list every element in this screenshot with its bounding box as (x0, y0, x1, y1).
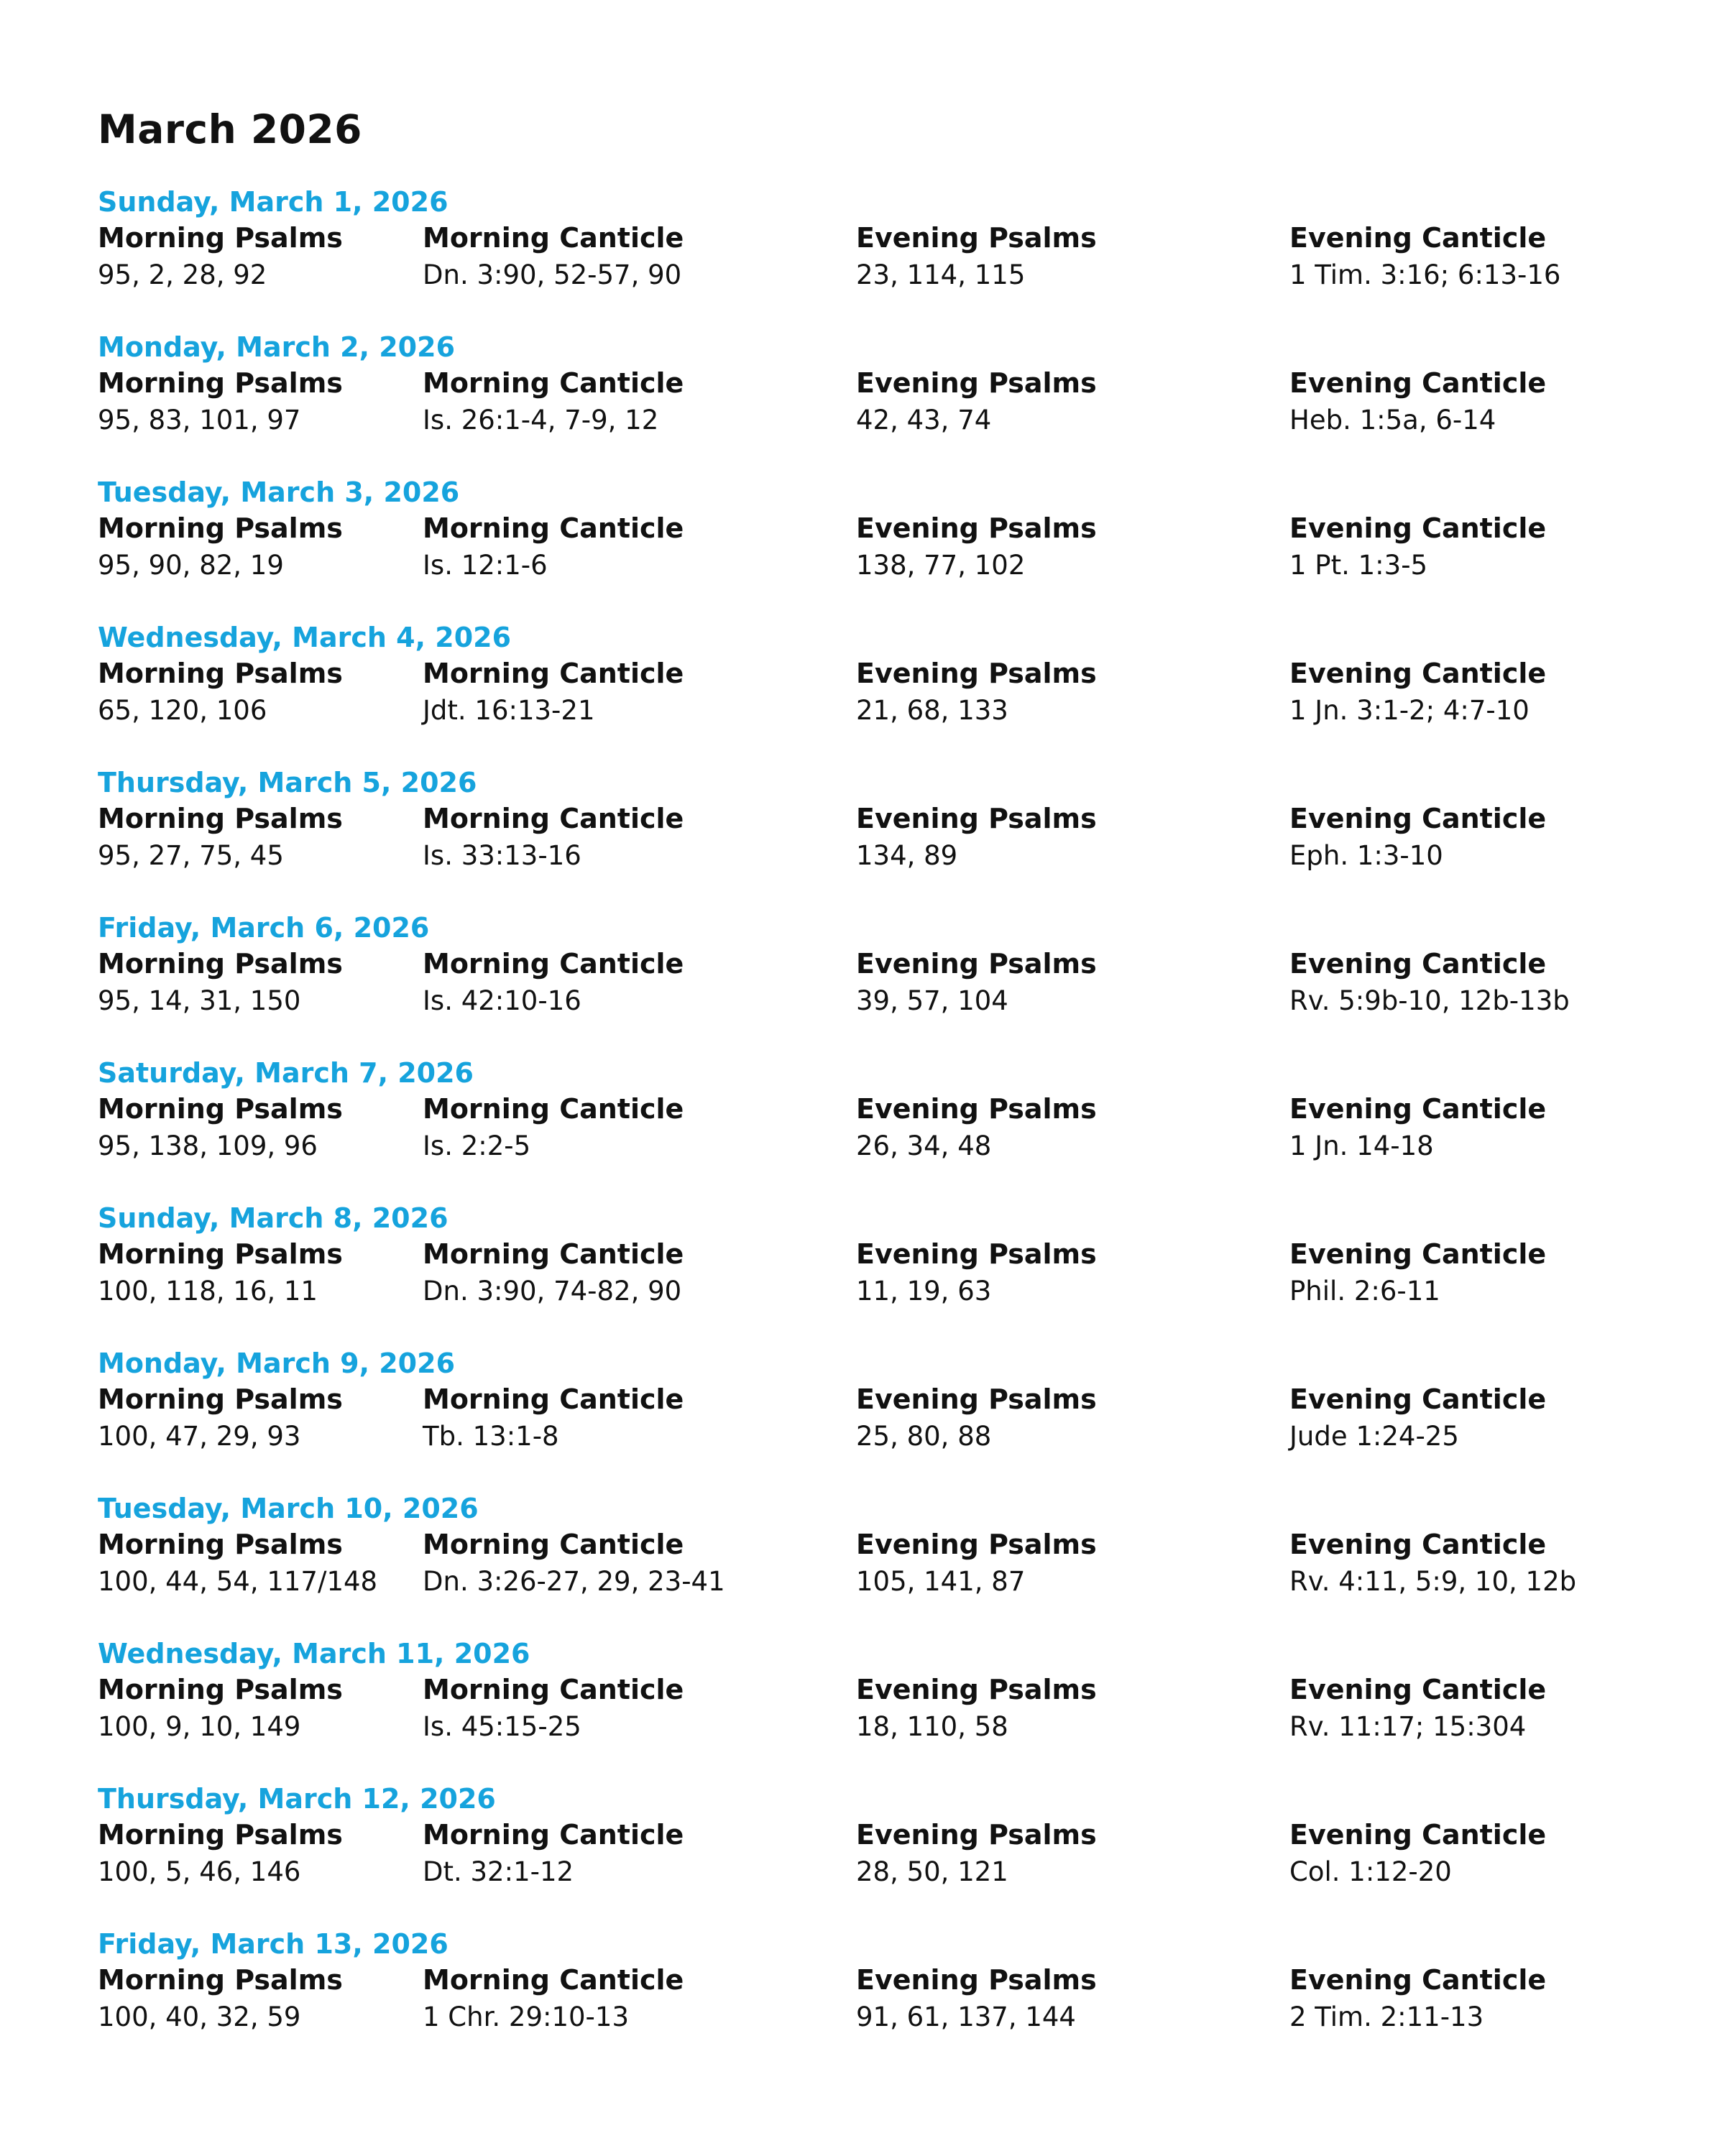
evening-canticle-column (1289, 1676, 1546, 1740)
day-entry (98, 333, 1679, 477)
morning-psalms-label: Morning Psalms (98, 367, 343, 399)
evening-psalms-column (856, 367, 1097, 436)
morning-psalms-column (98, 1676, 343, 1740)
day-date: Friday, March 6, 2026 (98, 912, 430, 944)
morning-psalms-label: Morning Psalms (98, 1964, 343, 1996)
morning-psalms-value: 95, 2, 28, 92 (98, 259, 267, 290)
evening-canticle-value: Jude 1:24-25 (1289, 1421, 1459, 1452)
evening-psalms-column (856, 950, 1097, 1014)
morning-canticle-value: Is. 12:1-6 (423, 550, 548, 581)
evening-psalms-label: Evening Psalms (856, 222, 1097, 254)
morning-psalms-label: Morning Psalms (98, 1383, 343, 1415)
morning-psalms-label: Morning Psalms (98, 512, 343, 544)
morning-psalms-value: 95, 83, 101, 97 (98, 405, 301, 436)
evening-canticle-value: Rv. 5:9b-10, 12b-13b (1289, 985, 1570, 1016)
evening-psalms-column (856, 224, 1097, 288)
evening-psalms-label: Evening Psalms (856, 1238, 1097, 1270)
evening-psalms-value: 138, 77, 102 (856, 550, 1026, 581)
evening-psalms-label: Evening Psalms (856, 512, 1097, 544)
day-date: Thursday, March 5, 2026 (98, 767, 477, 798)
day-entry (98, 1350, 1679, 1493)
evening-canticle-label: Evening Canticle (1289, 1529, 1547, 1560)
evening-canticle-column (1289, 224, 1560, 288)
day-date: Monday, March 2, 2026 (98, 331, 456, 363)
evening-psalms-value: 18, 110, 58 (856, 1711, 1008, 1742)
evening-psalms-value: 134, 89 (856, 840, 958, 871)
evening-canticle-column (1289, 1966, 1546, 2030)
morning-psalms-value: 95, 14, 31, 150 (98, 985, 301, 1016)
evening-canticle-label: Evening Canticle (1289, 803, 1547, 834)
evening-canticle-column (1289, 367, 1547, 436)
day-entry (98, 1204, 1679, 1348)
evening-canticle-label: Evening Canticle (1289, 1383, 1547, 1415)
evening-psalms-label: Evening Psalms (856, 658, 1097, 689)
morning-psalms-column (98, 660, 343, 724)
morning-psalms-label: Morning Psalms (98, 1529, 343, 1560)
evening-canticle-label: Evening Canticle (1289, 1964, 1547, 1996)
morning-psalms-label: Morning Psalms (98, 1093, 343, 1125)
day-entry (98, 769, 1679, 913)
morning-psalms-column (98, 1966, 343, 2030)
evening-psalms-value: 26, 34, 48 (856, 1130, 992, 1161)
evening-canticle-value: 1 Jn. 3:1-2; 4:7-10 (1289, 695, 1530, 726)
morning-psalms-value: 100, 5, 46, 146 (98, 1856, 301, 1887)
morning-canticle-value: 1 Chr. 29:10-13 (423, 2001, 629, 2032)
morning-canticle-column (423, 367, 684, 436)
evening-psalms-label: Evening Psalms (856, 1819, 1097, 1851)
evening-psalms-value: 21, 68, 133 (856, 695, 1008, 726)
morning-canticle-column (423, 805, 684, 869)
morning-psalms-label: Morning Psalms (98, 1674, 343, 1705)
evening-psalms-label: Evening Psalms (856, 1964, 1097, 1996)
morning-canticle-label: Morning Canticle (423, 1529, 684, 1560)
morning-psalms-value: 100, 118, 16, 11 (98, 1276, 318, 1307)
evening-canticle-value: 1 Tim. 3:16; 6:13-16 (1289, 259, 1561, 290)
morning-canticle-column (423, 1531, 725, 1595)
evening-canticle-column (1289, 660, 1546, 724)
evening-canticle-label: Evening Canticle (1289, 1238, 1547, 1270)
morning-canticle-column (423, 1238, 684, 1307)
evening-canticle-column (1289, 1238, 1547, 1307)
morning-canticle-label: Morning Canticle (423, 803, 684, 834)
morning-canticle-label: Morning Canticle (423, 367, 684, 399)
evening-canticle-value: Heb. 1:5a, 6-14 (1289, 405, 1496, 436)
evening-psalms-value: 105, 141, 87 (856, 1566, 1026, 1597)
morning-canticle-label: Morning Canticle (423, 1674, 684, 1705)
evening-psalms-column (856, 512, 1097, 581)
evening-canticle-label: Evening Canticle (1289, 658, 1547, 689)
morning-psalms-value: 100, 47, 29, 93 (98, 1421, 301, 1452)
evening-psalms-column (856, 660, 1097, 724)
evening-psalms-label: Evening Psalms (856, 1383, 1097, 1415)
morning-psalms-value: 100, 44, 54, 117/148 (98, 1566, 378, 1597)
evening-psalms-value: 11, 19, 63 (856, 1276, 992, 1307)
morning-psalms-column (98, 1531, 377, 1595)
morning-canticle-value: Is. 42:10-16 (423, 985, 581, 1016)
evening-psalms-label: Evening Psalms (856, 1093, 1097, 1125)
evening-canticle-label: Evening Canticle (1289, 948, 1547, 980)
morning-psalms-value: 100, 9, 10, 149 (98, 1711, 301, 1742)
morning-canticle-column (423, 1095, 684, 1159)
day-entry (98, 476, 1679, 622)
morning-canticle-label: Morning Canticle (423, 1819, 684, 1851)
evening-psalms-value: 28, 50, 121 (856, 1856, 1008, 1887)
morning-psalms-label: Morning Psalms (98, 803, 343, 834)
evening-canticle-value: Phil. 2:6-11 (1289, 1276, 1440, 1307)
day-entry (98, 1495, 1679, 1639)
morning-canticle-value: Dn. 3:26-27, 29, 23-41 (423, 1566, 725, 1597)
morning-canticle-label: Morning Canticle (423, 658, 684, 689)
morning-canticle-column (423, 1821, 684, 1885)
day-entry (98, 624, 1679, 768)
day-entry (98, 1930, 1679, 2074)
morning-canticle-value: Dn. 3:90, 52-57, 90 (423, 259, 682, 290)
morning-canticle-column (423, 224, 684, 288)
morning-canticle-label: Morning Canticle (423, 1238, 684, 1270)
evening-psalms-column (856, 1095, 1097, 1159)
morning-psalms-column (98, 1383, 343, 1452)
day-date: Monday, March 9, 2026 (98, 1348, 456, 1379)
morning-canticle-label: Morning Canticle (423, 1964, 684, 1996)
morning-psalms-value: 65, 120, 106 (98, 695, 267, 726)
morning-psalms-label: Morning Psalms (98, 1238, 343, 1270)
morning-psalms-label: Morning Psalms (98, 658, 343, 689)
morning-canticle-label: Morning Canticle (423, 512, 684, 544)
morning-canticle-value: Dt. 32:1-12 (423, 1856, 574, 1887)
evening-canticle-label: Evening Canticle (1289, 222, 1547, 254)
evening-psalms-value: 25, 80, 88 (856, 1421, 992, 1452)
evening-canticle-column (1289, 1383, 1547, 1452)
evening-canticle-column (1289, 1531, 1576, 1595)
evening-psalms-column (856, 805, 1097, 869)
morning-psalms-label: Morning Psalms (98, 222, 343, 254)
morning-psalms-column (98, 1238, 343, 1307)
morning-psalms-column (98, 1821, 343, 1885)
evening-canticle-value: Rv. 4:11, 5:9, 10, 12b (1289, 1566, 1577, 1597)
evening-psalms-value: 23, 114, 115 (856, 259, 1026, 290)
evening-psalms-column (856, 1821, 1097, 1885)
morning-psalms-column (98, 1095, 343, 1159)
evening-canticle-label: Evening Canticle (1289, 1674, 1547, 1705)
morning-psalms-value: 95, 138, 109, 96 (98, 1130, 318, 1161)
morning-canticle-value: Dn. 3:90, 74-82, 90 (423, 1276, 682, 1307)
evening-psalms-column (856, 1238, 1097, 1307)
evening-canticle-column (1289, 512, 1547, 581)
morning-canticle-column (423, 1383, 684, 1452)
evening-psalms-label: Evening Psalms (856, 803, 1097, 834)
evening-canticle-column (1289, 950, 1570, 1014)
day-date: Tuesday, March 3, 2026 (98, 476, 460, 508)
morning-canticle-value: Tb. 13:1-8 (423, 1421, 559, 1452)
morning-canticle-value: Jdt. 16:13-21 (423, 695, 595, 726)
morning-canticle-value: Is. 33:13-16 (423, 840, 581, 871)
morning-psalms-value: 95, 90, 82, 19 (98, 550, 284, 581)
evening-psalms-value: 91, 61, 137, 144 (856, 2001, 1076, 2032)
evening-canticle-label: Evening Canticle (1289, 1819, 1547, 1851)
morning-canticle-label: Morning Canticle (423, 948, 684, 980)
morning-canticle-column (423, 660, 684, 724)
morning-psalms-column (98, 512, 343, 581)
evening-canticle-label: Evening Canticle (1289, 367, 1547, 399)
evening-canticle-value: 1 Jn. 14-18 (1289, 1130, 1434, 1161)
evening-psalms-label: Evening Psalms (856, 948, 1097, 980)
day-date: Thursday, March 12, 2026 (98, 1783, 496, 1815)
morning-psalms-column (98, 805, 343, 869)
evening-psalms-column (856, 1531, 1097, 1595)
evening-psalms-label: Evening Psalms (856, 367, 1097, 399)
day-date: Wednesday, March 11, 2026 (98, 1638, 530, 1669)
evening-canticle-column (1289, 1095, 1546, 1159)
morning-canticle-label: Morning Canticle (423, 1093, 684, 1125)
morning-canticle-column (423, 950, 684, 1014)
evening-psalms-column (856, 1966, 1097, 2030)
evening-psalms-label: Evening Psalms (856, 1674, 1097, 1705)
evening-canticle-column (1289, 1821, 1546, 1885)
day-date: Sunday, March 1, 2026 (98, 186, 448, 218)
evening-psalms-value: 42, 43, 74 (856, 405, 992, 436)
morning-canticle-column (423, 512, 684, 581)
morning-canticle-label: Morning Canticle (423, 222, 684, 254)
day-date: Tuesday, March 10, 2026 (98, 1493, 479, 1524)
morning-psalms-column (98, 950, 343, 1014)
page-title: March 2026 (98, 106, 362, 152)
morning-psalms-column (98, 367, 343, 436)
evening-canticle-value: Eph. 1:3-10 (1289, 840, 1443, 871)
morning-psalms-label: Morning Psalms (98, 948, 343, 980)
evening-canticle-value: Col. 1:12-20 (1289, 1856, 1452, 1887)
morning-canticle-column (423, 1676, 684, 1740)
day-entry (98, 1785, 1679, 1929)
day-entry (98, 1640, 1679, 1784)
evening-canticle-label: Evening Canticle (1289, 1093, 1547, 1125)
morning-psalms-value: 95, 27, 75, 45 (98, 840, 284, 871)
morning-canticle-label: Morning Canticle (423, 1383, 684, 1415)
day-date: Saturday, March 7, 2026 (98, 1057, 474, 1089)
morning-canticle-value: Is. 2:2-5 (423, 1130, 531, 1161)
morning-canticle-value: Is. 45:15-25 (423, 1711, 581, 1742)
evening-canticle-column (1289, 805, 1546, 869)
morning-psalms-label: Morning Psalms (98, 1819, 343, 1851)
day-date: Friday, March 13, 2026 (98, 1928, 448, 1960)
evening-psalms-value: 39, 57, 104 (856, 985, 1008, 1016)
evening-canticle-label: Evening Canticle (1289, 512, 1547, 544)
morning-psalms-column (98, 224, 343, 288)
morning-psalms-value: 100, 40, 32, 59 (98, 2001, 301, 2032)
day-entry (98, 188, 1679, 332)
evening-psalms-label: Evening Psalms (856, 1529, 1097, 1560)
evening-psalms-column (856, 1676, 1097, 1740)
day-entry (98, 1059, 1679, 1203)
morning-canticle-column (423, 1966, 684, 2030)
day-date: Sunday, March 8, 2026 (98, 1202, 448, 1234)
evening-canticle-value: 1 Pt. 1:3-5 (1289, 550, 1428, 581)
day-entry (98, 914, 1679, 1058)
morning-canticle-value: Is. 26:1-4, 7-9, 12 (423, 405, 659, 436)
evening-canticle-value: Rv. 11:17; 15:304 (1289, 1711, 1527, 1742)
evening-psalms-column (856, 1383, 1097, 1452)
evening-canticle-value: 2 Tim. 2:11-13 (1289, 2001, 1484, 2032)
day-date: Wednesday, March 4, 2026 (98, 622, 512, 653)
